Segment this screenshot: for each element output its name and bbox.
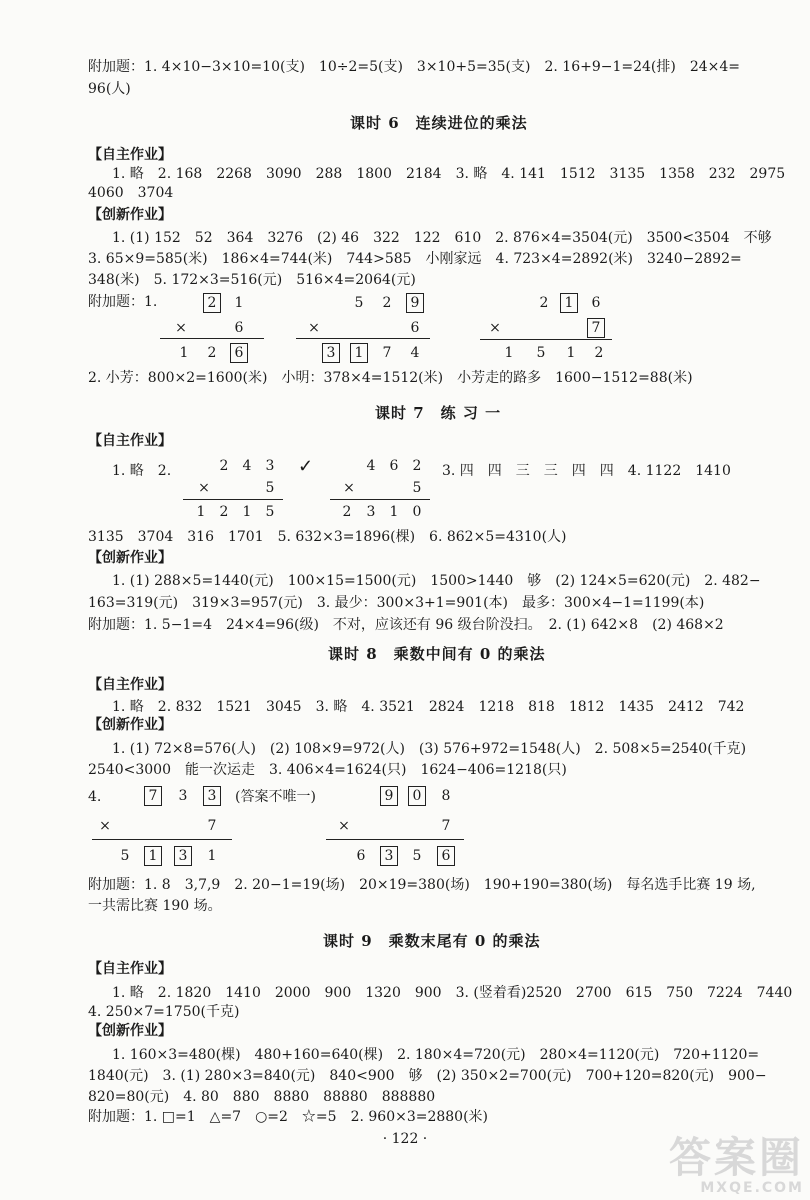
digit: 8 [441,788,451,804]
answer-line: 2540<3000 能一次运走 3. 406×4=1624(只) 1624−406=1218(只) [88,762,567,778]
digit: 5 [265,480,275,496]
rule [296,338,430,339]
lesson-title: 课时 9 乘数末尾有 0 的乘法 [323,932,541,950]
digit: 5 [120,848,130,864]
digit: 2 [412,458,422,474]
bonus-line: 附加题：1. 5−1=4 24×4=96(级) 不对，应该还有 96 级台阶没扫。 2. (1) 642×8 (2) 468×2 [88,617,724,633]
lesson-title: 课时 7 练 习 一 [375,404,502,422]
digit: 7 [207,818,217,834]
digit: 6 [234,345,244,361]
digit: 3 [384,848,394,864]
answer-line: 1. 略 2. 168 2268 3090 288 1800 2184 3. 略 4. 141 1512 3135 1358 232 2975 [112,166,786,182]
multiply-sign: × [338,818,350,834]
answer-line: 3. 65×9=585(米) 186×4=744(米) 744>585 小刚家远 4. 723×4=2892(米) 3240−2892= [88,251,742,267]
digit: 2 [207,295,217,311]
digit: 6 [591,295,601,311]
digit: 3 [366,504,376,520]
digit: 7 [382,345,392,361]
digit: 1 [564,295,574,311]
section-heading: 【创新作业】 [88,717,172,733]
digit: 4 [366,458,376,474]
answer-line: 3. 四 四 三 三 四 四 4. 1122 1410 [442,463,731,479]
bonus-line: 附加题：1. 8 3,7,9 2. 20−1=19(场) 20×19=380(场) 190+190=380(场) 每名选手比赛 19 场, [88,877,756,893]
note-text: (答案不唯一) [235,789,316,805]
digit: 1 [504,345,514,361]
section-heading: 【自主作业】 [88,433,172,449]
digit: 4 [410,345,420,361]
digit: 3 [178,848,188,864]
digit: 5 [354,295,364,311]
digit: 7 [441,818,451,834]
rule [480,339,612,340]
digit: 4 [242,458,252,474]
bonus-line: 附加题：1. 4×10−3×10=10(支) 10÷2=5(支) 3×10+5=35(支) 2. 16+9−1=24(排) 24×4= [88,59,741,75]
bonus-line: 附加题：1. [88,294,158,310]
digit: 3 [265,458,275,474]
lesson-title: 课时 8 乘数中间有 0 的乘法 [328,645,546,663]
digit: 3 [178,788,188,804]
answer-line: 3135 3704 316 1701 5. 632×3=1896(棵) 6. 862×5=4310(人) [88,529,567,545]
answer-line: 1. 160×3=480(棵) 480+160=640(棵) 2. 180×4=720(元) 280×4=1120(元) 720+1120= [112,1047,760,1063]
digit: 2 [539,295,549,311]
multiply-sign: × [99,818,111,834]
multiply-sign: × [175,320,187,336]
digit: 7 [148,788,158,804]
digit: 1 [207,848,217,864]
bonus-line: 附加题：1. □=1 △=7 ○=2 ☆=5 2. 960×3=2880(米) [88,1109,489,1125]
multiply-sign: × [343,480,355,496]
digit: 0 [412,504,422,520]
answer-line: 820=80(元) 4. 80 880 8880 88880 888880 [88,1089,436,1105]
answer-line: 1. 略 2. [112,463,172,479]
answer-line: 2. 小芳：800×2=1600(米) 小明：378×4=1512(米) 小芳走的路多 1600−1512=88(米) [88,370,693,386]
digit: 1 [354,345,364,361]
rule [326,839,464,840]
digit: 7 [591,320,601,336]
digit: 1 [566,345,576,361]
watermark-url: MXQE.COM [700,1180,804,1196]
digit: 6 [356,848,366,864]
rule [92,839,232,840]
digit: 1 [389,504,399,520]
page-number: · 122 · [382,1131,428,1147]
watermark-main: 答案圈 [668,1133,804,1182]
digit: 2 [219,504,229,520]
answer-line: 4060 3704 [88,185,174,201]
digit: 3 [207,788,217,804]
digit: 9 [410,295,420,311]
digit: 1 [234,295,244,311]
digit: 2 [219,458,229,474]
check-mark: ✓ [298,456,314,477]
answer-line: 1. (1) 288×5=1440(元) 100×15=1500(元) 1500>1440 够 (2) 124×5=620(元) 2. 482− [112,573,761,589]
answer-line: 1. 略 2. 1820 1410 2000 900 1320 900 3. (竖着看)2520 2700 615 750 7224 7440 [112,985,793,1001]
digit: 5 [536,345,546,361]
section-heading: 【自主作业】 [88,147,172,163]
digit: 2 [594,345,604,361]
multiply-sign: × [198,480,210,496]
answer-line: 1. (1) 152 52 364 3276 (2) 46 322 122 610 2. 876×4=3504(元) 3500<3504 不够 [112,230,772,246]
digit: 2 [382,295,392,311]
digit: 2 [207,345,217,361]
answer-line: 163=319(元) 319×3=957(元) 3. 最少：300×3+1=901(本) 最多：300×4−1=1199(本) [88,595,705,611]
lesson-title: 课时 6 连续进位的乘法 [350,114,528,132]
watermark [668,1133,804,1196]
bonus-line: 一共需比赛 190 场。 [88,898,222,914]
digit: 1 [148,848,158,864]
answer-line: 1. (1) 72×8=576(人) (2) 108×9=972(人) (3) 576+972=1548(人) 2. 508×5=2540(千克) [112,741,747,757]
section-heading: 【自主作业】 [88,677,172,693]
answer-line: 348(米) 5. 172×3=516(元) 516×4=2064(元) [88,272,416,288]
digit: 9 [384,788,394,804]
digit: 3 [326,345,336,361]
section-heading: 【创新作业】 [88,550,172,566]
answer-line: 4. [88,789,102,805]
digit: 6 [410,320,420,336]
multiply-sign: × [308,320,320,336]
rule [330,499,430,500]
digit: 5 [265,504,275,520]
digit: 6 [389,458,399,474]
digit: 2 [342,504,352,520]
section-heading: 【创新作业】 [88,207,172,223]
section-heading: 【创新作业】 [88,1023,172,1039]
digit: 1 [196,504,206,520]
rule [183,499,283,500]
digit: 6 [441,848,451,864]
digit: 5 [412,480,422,496]
answer-line: 4. 250×7=1750(千克) [88,1004,240,1020]
digit: 1 [179,345,189,361]
answer-line: 1840(元) 3. (1) 280×3=840(元) 840<900 够 (2) 350×2=700(元) 700+120=820(元) 900− [88,1068,767,1084]
digit: 6 [234,320,244,336]
rule [160,338,264,339]
bonus-line: 96(人) [88,81,131,97]
answer-line: 1. 略 2. 832 1521 3045 3. 略 4. 3521 2824 1218 818 1812 1435 2412 742 [112,699,745,715]
multiply-sign: × [489,320,501,336]
digit: 5 [412,848,422,864]
digit: 1 [242,504,252,520]
digit: 0 [412,788,422,804]
section-heading: 【自主作业】 [88,961,172,977]
